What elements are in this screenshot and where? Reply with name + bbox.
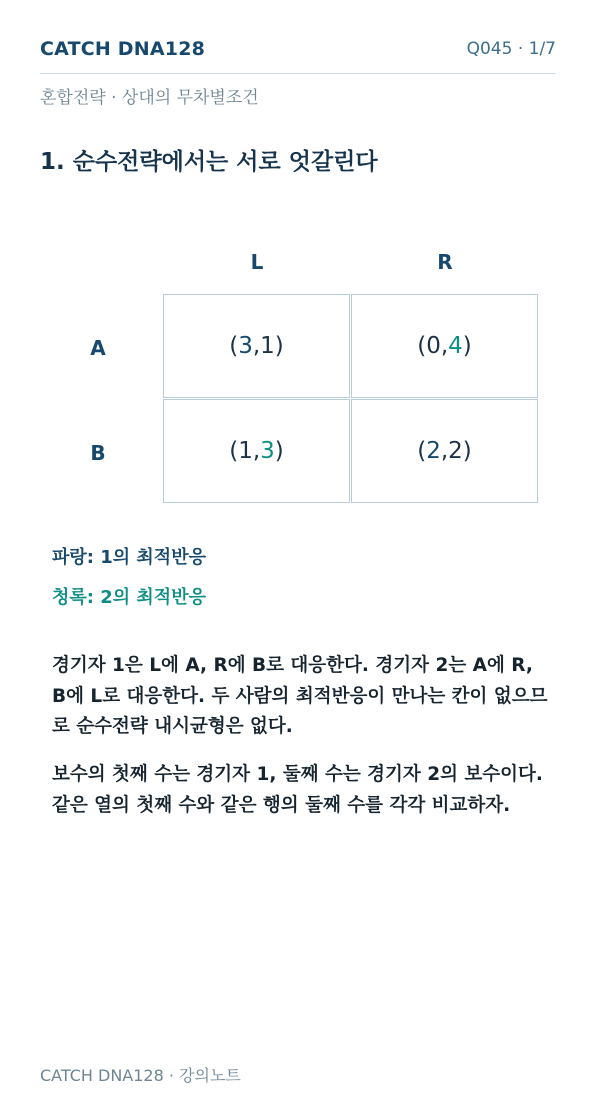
payoff-player2: 2 <box>448 438 463 464</box>
paren-close: ) <box>462 438 472 464</box>
payoff-separator: , <box>252 333 261 359</box>
question-counter: Q045 · 1/7 <box>466 39 556 59</box>
brand-title: CATCH DNA128 <box>40 38 206 60</box>
payoff-player1: 2 <box>426 438 441 464</box>
payoff-cell-a-l <box>163 294 350 398</box>
column-label-r: R <box>437 250 453 274</box>
page-footer: CATCH DNA128 · 강의노트 <box>40 1066 241 1085</box>
page-header <box>40 36 556 74</box>
payoff-player2: 4 <box>448 333 463 359</box>
payoff-cell-b-r <box>351 399 538 503</box>
payoff-separator: , <box>252 438 261 464</box>
payoff-player2: 3 <box>260 438 275 464</box>
payoff-separator: , <box>440 438 449 464</box>
paren-close: ) <box>462 333 472 359</box>
paren-close: ) <box>274 438 284 464</box>
explanation-paragraph: 경기자 1은 L에 A, R에 B로 대응한다. 경기자 2는 A에 R, B에 L로 대응한다. 두 사람의 최적반응이 만나는 칸이 없으므로 순수전략 내시균형은 없다. <box>52 655 548 737</box>
paren-close: ) <box>274 333 284 359</box>
paren-open: ( <box>417 333 427 359</box>
payoff-cell-b-l <box>163 399 350 503</box>
payoff-player1: 1 <box>238 438 253 464</box>
column-label-l: L <box>250 250 264 274</box>
payoff-cell-a-r <box>351 294 538 398</box>
row-label-a: A <box>90 336 106 360</box>
paren-open: ( <box>229 333 239 359</box>
legend-player2-best-response: 청록: 2의 최적반응 <box>52 587 206 608</box>
legend-player1-best-response: 파랑: 1의 최적반응 <box>52 547 206 568</box>
explanation-paragraph: 보수의 첫째 수는 경기자 1, 둘째 수는 경기자 2의 보수이다. 같은 열의 첫째 수와 같은 행의 둘째 수를 각각 비교하자. <box>52 764 543 816</box>
paren-open: ( <box>417 438 427 464</box>
paren-open: ( <box>229 438 239 464</box>
section-title: 1. 순수전략에서는 서로 엇갈린다 <box>40 149 378 175</box>
row-label-b: B <box>90 441 106 465</box>
payoff-player1: 3 <box>238 333 253 359</box>
payoff-separator: , <box>440 333 449 359</box>
payoff-player1: 0 <box>426 333 441 359</box>
payoff-player2: 1 <box>260 333 275 359</box>
topic-subtitle: 혼합전략 · 상대의 무차별조건 <box>40 88 259 108</box>
